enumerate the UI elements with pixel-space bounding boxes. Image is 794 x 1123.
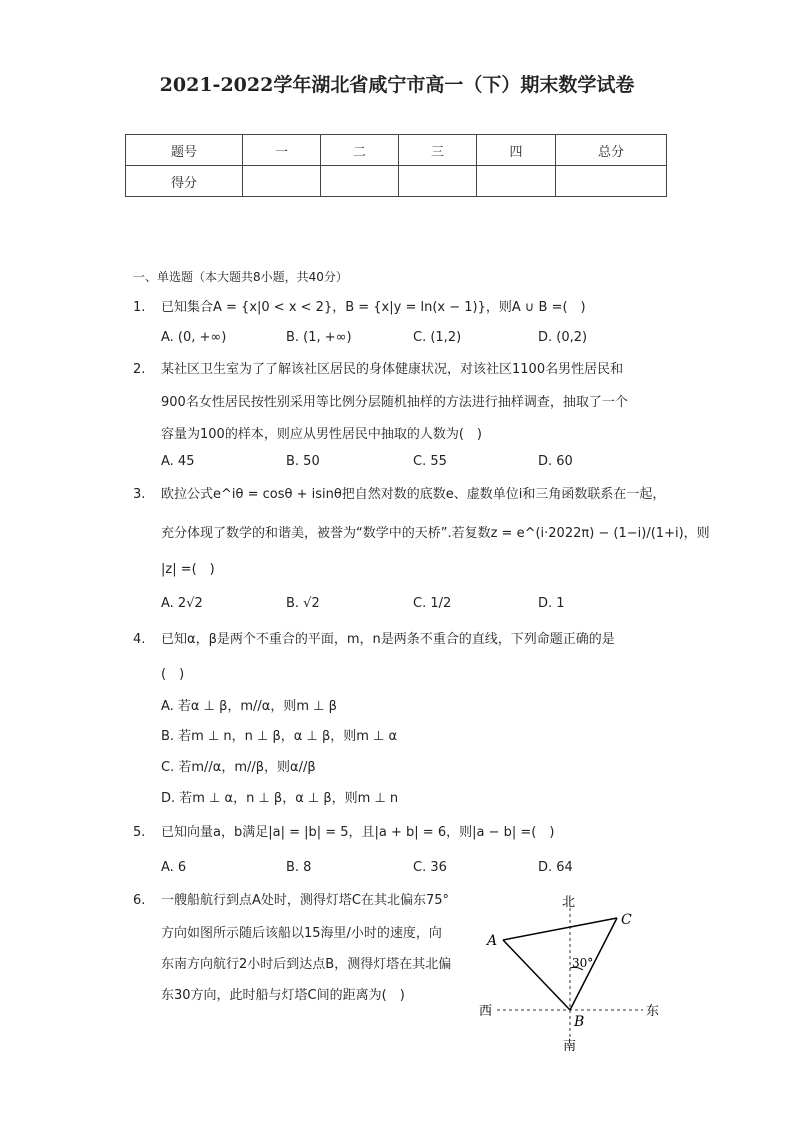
question-text: ( ) <box>161 667 185 682</box>
question-number: 5. <box>133 825 146 840</box>
option-c: C. 36 <box>413 860 447 875</box>
north-label: 北 <box>562 895 576 910</box>
header-cell: 三 <box>399 135 477 166</box>
question-text: 已知向量a，b满足|a| = |b| = 5，且|a + b| = 6，则|a − b| =( ) <box>161 825 555 840</box>
east-label: 东 <box>646 1004 660 1019</box>
question-number: 3. <box>133 487 146 502</box>
option-d: D. 64 <box>538 860 573 875</box>
question-text: 欧拉公式e^iθ = cosθ + isinθ把自然对数的底数e、虚数单位i和三角函数联系在一起， <box>161 487 666 502</box>
question-text: 一艘船航行到点A处时，测得灯塔C在其北偏东75° <box>161 893 450 908</box>
point-c-label: C <box>621 912 632 928</box>
question-1 <box>133 293 673 323</box>
score-cell <box>321 166 399 197</box>
score-table <box>125 134 667 197</box>
option-b: B. √2 <box>286 596 320 611</box>
segment-ac <box>503 918 617 940</box>
option-b: B. 8 <box>286 860 312 875</box>
score-cell <box>399 166 477 197</box>
option-c: C. 若m//α，m//β，则α//β <box>161 760 316 775</box>
option-d: D. 若m ⊥ α，n ⊥ β，α ⊥ β，则m ⊥ n <box>161 791 399 806</box>
option-a: A. (0, +∞) <box>161 330 227 345</box>
question-text: 方向如图所示随后该船以15海里/小时的速度，向 <box>161 926 442 941</box>
angle-label: 30° <box>572 956 594 970</box>
score-cell: 得分 <box>126 166 243 197</box>
point-b-label: B <box>574 1014 585 1030</box>
question-5 <box>133 818 673 848</box>
score-table-header-row <box>126 135 667 166</box>
score-cell <box>477 166 556 197</box>
header-cell: 二 <box>321 135 399 166</box>
question-4 <box>133 625 673 655</box>
option-c: C. (1,2) <box>413 330 462 345</box>
question-number: 6. <box>133 893 146 908</box>
header-cell: 四 <box>477 135 556 166</box>
option-b: B. 若m ⊥ n，n ⊥ β，α ⊥ β，则m ⊥ α <box>161 729 398 744</box>
question-text: 充分体现了数学的和谐美，被誉为“数学中的天桥”.若复数z = e^(i·2022π) − (1−i)/(1+i)，则 <box>161 526 710 541</box>
option-a: A. 若α ⊥ β，m//α，则m ⊥ β <box>161 699 337 714</box>
option-d: D. (0,2) <box>538 330 588 345</box>
question-text: 已知α，β是两个不重合的平面，m，n是两条不重合的直线，下列命题正确的是 <box>161 632 615 647</box>
score-table-score-row <box>126 166 667 197</box>
header-cell: 题号 <box>126 135 243 166</box>
option-b: B. 50 <box>286 454 320 469</box>
question-text: 东30方向，此时船与灯塔C间的距离为( ) <box>161 988 405 1003</box>
option-d: D. 1 <box>538 596 565 611</box>
option-a: A. 6 <box>161 860 187 875</box>
question-number: 2. <box>133 362 146 377</box>
navigation-diagram <box>475 890 665 1055</box>
score-cell <box>556 166 667 197</box>
header-cell: 一 <box>243 135 321 166</box>
west-label: 西 <box>479 1004 493 1019</box>
question-3 <box>133 480 673 510</box>
point-a-label: A <box>487 933 498 949</box>
header-cell: 总分 <box>556 135 667 166</box>
question-text: 东南方向航行2小时后到达点B，测得灯塔在其北偏 <box>161 957 452 972</box>
question-text: 某社区卫生室为了了解该社区居民的身体健康状况，对该社区1100名男性居民和 <box>161 362 624 377</box>
question-number: 1. <box>133 300 146 315</box>
question-text: 容量为100的样本，则应从男性居民中抽取的人数为( ) <box>161 427 482 442</box>
section-heading: 一、单选题（本大题共8小题，共40分） <box>133 270 348 284</box>
question-text: 900名女性居民按性别采用等比例分层随机抽样的方法进行抽样调查，抽取了一个 <box>161 395 628 410</box>
question-text: 已知集合A = {x|0 < x < 2}，B = {x|y = ln(x − 1)}，则A ∪ B =( ) <box>161 300 586 315</box>
question-6 <box>133 886 453 916</box>
exam-title: 2021-2022学年湖北省咸宁市高一（下）期末数学试卷 <box>159 74 635 96</box>
option-d: D. 60 <box>538 454 573 469</box>
option-c: C. 55 <box>413 454 447 469</box>
option-c: C. 1/2 <box>413 596 452 611</box>
score-cell <box>243 166 321 197</box>
option-a: A. 45 <box>161 454 195 469</box>
question-number: 4. <box>133 632 146 647</box>
question-2 <box>133 355 673 385</box>
south-label: 南 <box>563 1039 577 1054</box>
option-b: B. (1, +∞) <box>286 330 352 345</box>
segment-ab <box>503 940 570 1010</box>
option-a: A. 2√2 <box>161 596 203 611</box>
question-text: |z| =( ) <box>161 562 215 577</box>
